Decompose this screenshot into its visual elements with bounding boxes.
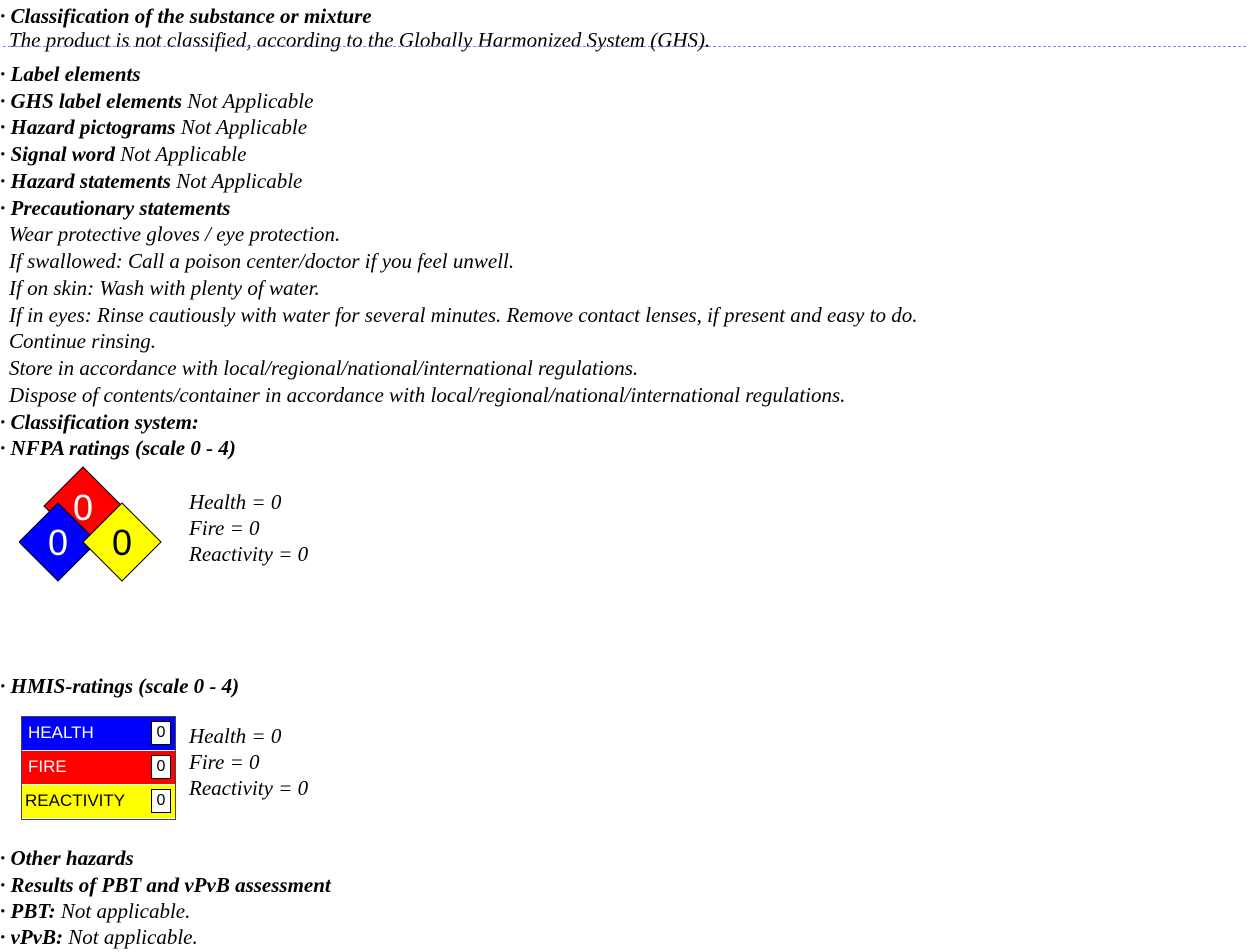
classification-text: The product is not classified, according to the Globally Harmonized System (GHS). [9,28,711,52]
hazard-pictograms [0,115,307,139]
nfpa-legend-reactivity: Reactivity = 0 [189,542,309,566]
hmis-row-health [22,717,175,750]
nfpa-legend [189,489,308,567]
nfpa-legend-fire: Fire = 0 [189,516,260,540]
hmis-label-health: HEALTH [28,723,94,742]
nfpa-diamond [19,466,169,582]
hazard-pictograms-label: · Hazard pictograms [0,115,176,139]
precautionary-heading: · Precautionary statements [0,196,231,220]
hazard-pictograms-value: Not Applicable [175,115,308,139]
hmis-legend [189,723,308,801]
pbt-label: · PBT: [0,899,56,923]
precautionary-statement: If swallowed: Call a poison center/doctor if you feel unwell. [9,249,515,273]
other-hazards-heading: · Other hazards [0,846,134,870]
pbt-line [0,899,190,923]
vpvb-line [0,925,198,949]
nfpa-legend-health: Health = 0 [189,490,282,514]
vpvb-label: · vPvB: [0,925,63,949]
hmis-value-reactivity: 0 [151,789,171,813]
classification-heading: · Classification of the substance or mixture [0,4,372,28]
ghs-label-elements-value: Not Applicable [182,89,314,113]
precautionary-statement: If on skin: Wash with plenty of water. [9,276,320,300]
nfpa-fire-value: 0 [72,487,94,528]
section-divider [3,46,1246,47]
hmis-heading: · HMIS-ratings (scale 0 - 4) [0,674,240,698]
hmis-label [21,716,176,820]
hazard-statements-label: · Hazard statements [0,169,171,193]
hmis-label-reactivity: REACTIVITY [25,791,126,810]
hmis-row-reactivity [22,785,175,818]
signal-word [0,142,246,166]
signal-word-label: · Signal word [0,142,115,166]
precautionary-statement: Dispose of contents/container in accordance with local/regional/national/international regulations. [9,383,846,407]
hmis-row-fire [22,751,175,784]
precautionary-statement: Store in accordance with local/regional/national/international regulations. [9,356,639,380]
hmis-value-fire: 0 [151,755,171,779]
hmis-legend-reactivity: Reactivity = 0 [189,776,309,800]
label-elements-heading: · Label elements [0,62,141,86]
nfpa-reactivity-value: 0 [111,522,133,563]
nfpa-health-value: 0 [47,522,69,563]
vpvb-value: Not applicable. [62,925,198,949]
hazard-statements [0,169,302,193]
signal-word-value: Not Applicable [114,142,247,166]
nfpa-heading: · NFPA ratings (scale 0 - 4) [0,436,236,460]
precautionary-statement: Wear protective gloves / eye protection. [9,222,341,246]
pbt-value: Not applicable. [55,899,191,923]
ghs-label-elements [0,89,313,113]
hazard-statements-value: Not Applicable [170,169,303,193]
precautionary-statement: If in eyes: Rinse cautiously with water for several minutes. Remove contact lenses, if present and easy to do. [9,303,918,327]
hmis-legend-health: Health = 0 [189,724,282,748]
pbt-assessment-heading: · Results of PBT and vPvB assessment [0,873,331,897]
ghs-label-elements-label: · GHS label elements [0,89,182,113]
hmis-value-health: 0 [151,721,171,745]
hmis-label-fire: FIRE [28,757,67,776]
precautionary-statement: Continue rinsing. [9,329,157,353]
classification-system-heading: · Classification system: [0,410,199,434]
hmis-legend-fire: Fire = 0 [189,750,260,774]
